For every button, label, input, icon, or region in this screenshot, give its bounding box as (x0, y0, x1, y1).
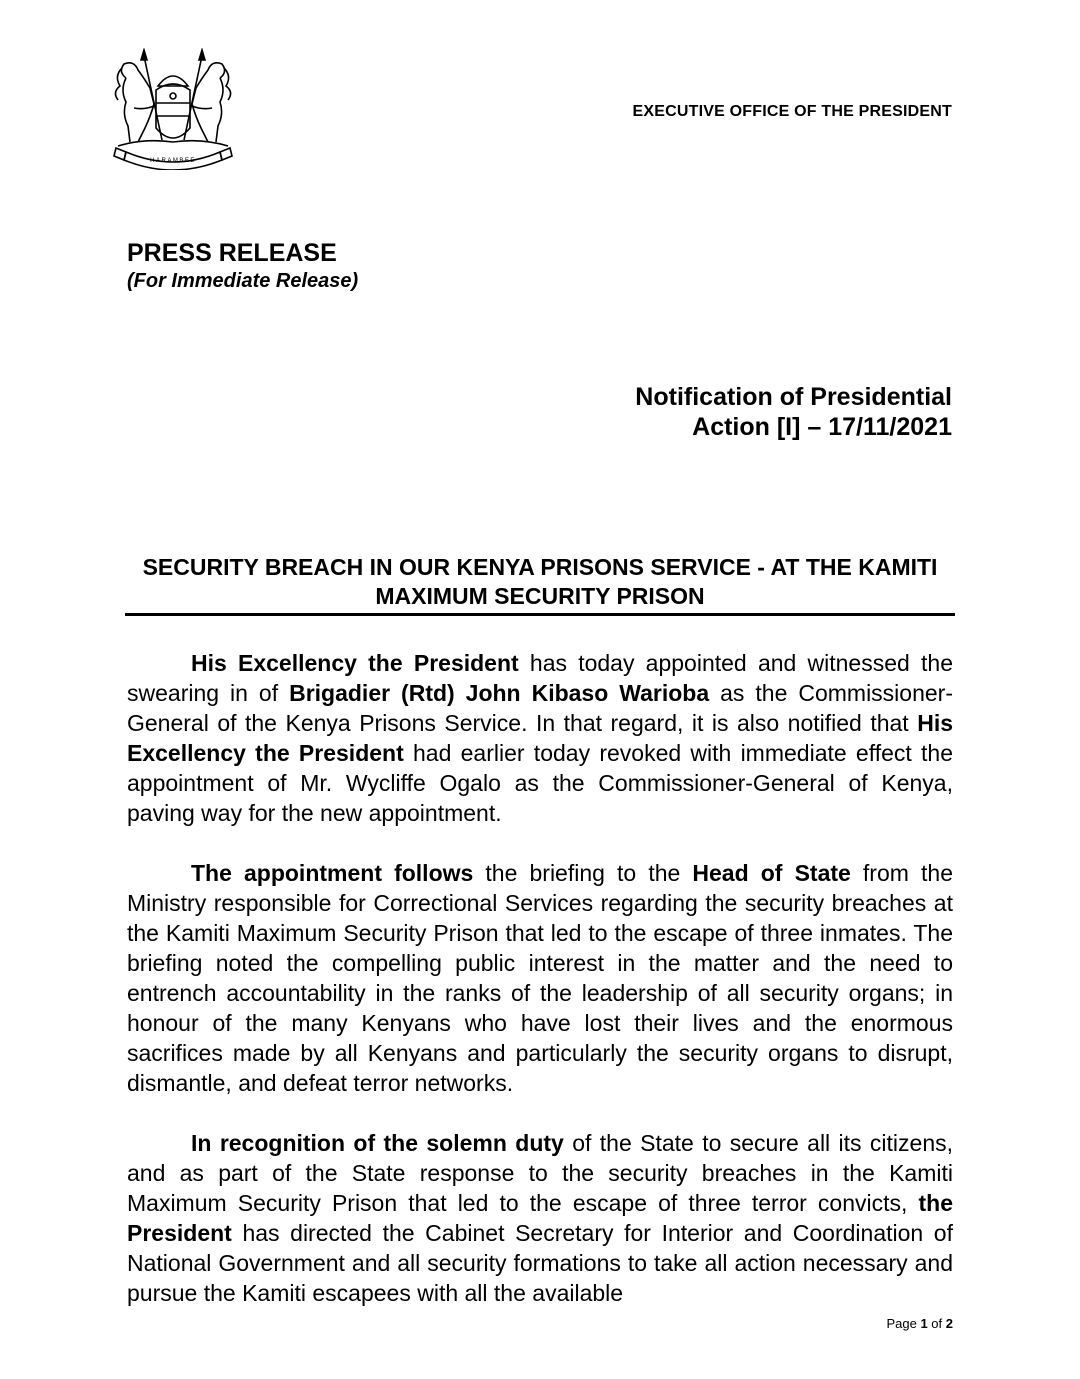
press-release-block (127, 238, 358, 294)
text-run: as the Commissioner-General of the Kenya Prisons Service. In that regard, it is also notified that (127, 680, 953, 736)
text-run: has directed the Cabinet Secretary for Interior and Coordination of National Government and all security formations to take all action necessary and pursue the Kamiti escapees with all the available (127, 1220, 953, 1306)
press-release-title: PRESS RELEASE (127, 239, 337, 267)
bold-phrase: The appointment follows (191, 860, 474, 886)
page-total: 2 (945, 1316, 953, 1331)
seal-motto: HARAMBEE (150, 158, 196, 164)
text-run: had earlier today revoked with immediate effect the appointment of Mr. Wycliffe Ogalo as the Commissioner-General of Kenya, paving way for the new appointment. (127, 740, 953, 826)
body-text (127, 648, 953, 1338)
text-run: the briefing to the (473, 860, 693, 886)
bold-phrase: His Excellency the President (127, 710, 953, 766)
office-name: EXECUTIVE OFFICE OF THE PRESIDENT (632, 103, 952, 120)
paragraph-3 (127, 1128, 953, 1308)
bold-phrase: Head of State (692, 860, 851, 886)
press-release-subtitle: (For Immediate Release) (127, 270, 359, 292)
bold-phrase: Brigadier (Rtd) John Kibaso Warioba (289, 680, 710, 706)
text-run: of the State to secure all its citizens, and as part of the State response to the security breaches in the Kamiti Maximum Security Prison that led to the escape of three terror convicts, (127, 1130, 954, 1216)
bold-phrase: In recognition of the solemn duty (191, 1130, 564, 1156)
page-label: Page (886, 1316, 921, 1331)
page-current: 1 (920, 1316, 928, 1331)
text-run: has today appointed and witnessed the swearing in of (127, 650, 953, 706)
paragraph-2 (127, 858, 953, 1098)
notification-line-2: Action [I] – 17/11/2021 (692, 413, 952, 441)
document-headline: SECURITY BREACH IN OUR KENYA PRISONS SERVICE - AT THE KAMITI MAXIMUM SECURITY PRISON (125, 553, 955, 616)
bold-phrase: His Excellency the President (191, 650, 519, 676)
page-number (886, 1316, 953, 1331)
page-of-label: of (927, 1316, 946, 1331)
paragraph-1 (127, 648, 953, 828)
text-run: from the Ministry responsible for Correctional Services regarding the security breaches at the Kamiti Maximum Security Prison that led to the escape of three inmates. The briefing noted the compelling public interest in the matter and the need to entrench accountability in the ranks of the leadership of all security organs; in honour of the many Kenyans who have lost their lives and the enormous sacrifices made by all Kenyans and particularly the security organs to disrupt, dismantle, and defeat terror networks. (127, 860, 953, 1096)
notification-line-1: Notification of Presidential (635, 383, 952, 411)
notification-heading (635, 382, 952, 442)
kenya-coat-of-arms-icon (104, 48, 242, 170)
bold-phrase: the President (127, 1190, 953, 1246)
